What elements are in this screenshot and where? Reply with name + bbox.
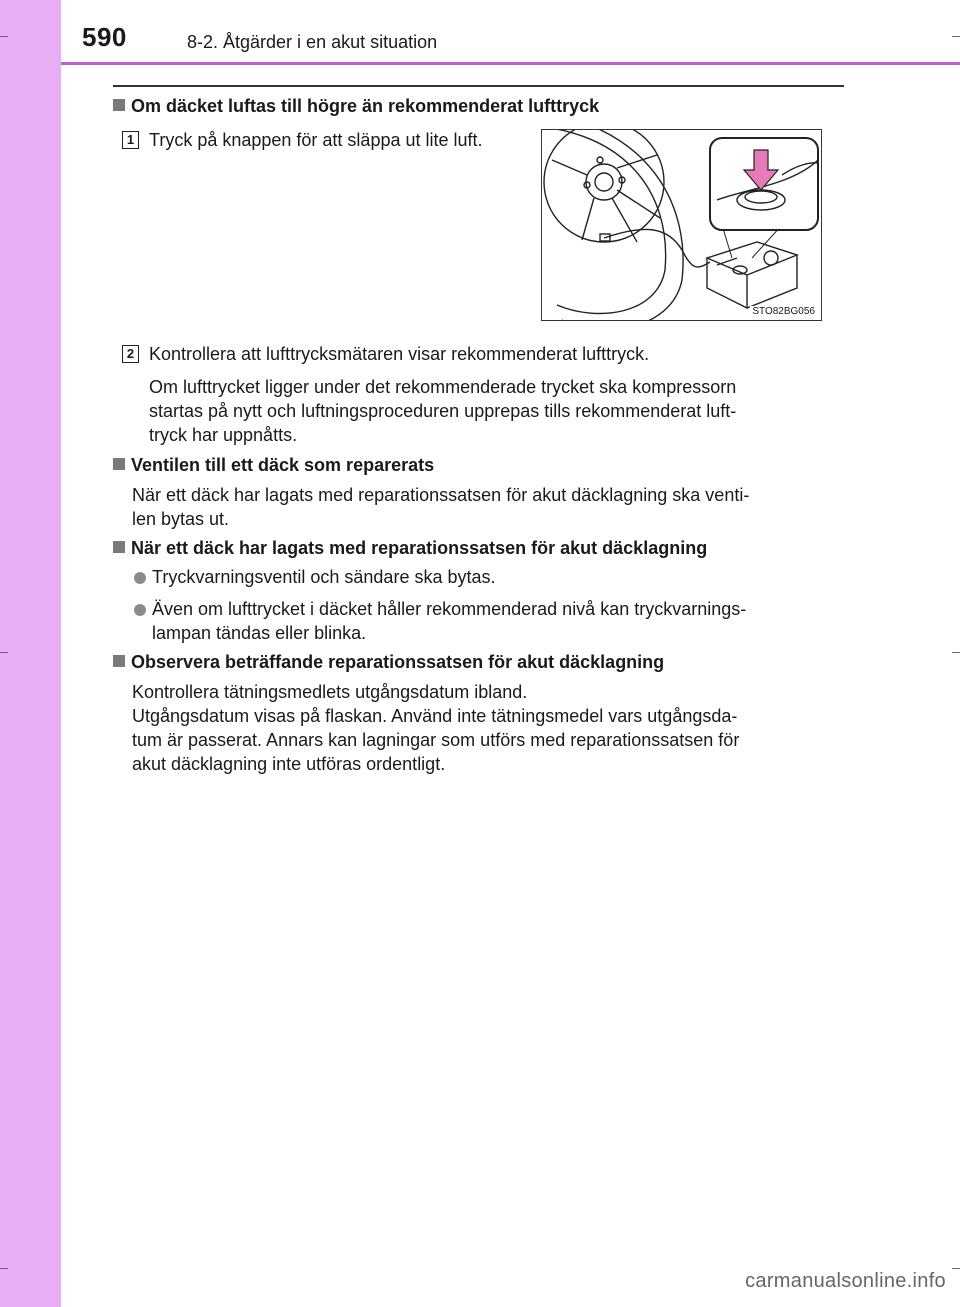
crop-mark: [952, 1268, 960, 1269]
section-heading: [113, 538, 707, 559]
step-note-line: startas på nytt och luftningsproceduren upprepas tills rekommenderat luft-: [149, 401, 737, 421]
body-line: Utgångsdatum visas på flaskan. Använd inte tätningsmedel vars utgångsda-: [132, 706, 738, 726]
section-heading-text: Ventilen till ett däck som reparerats: [131, 455, 435, 475]
section-heading: [113, 455, 434, 476]
section-rule: [113, 85, 844, 87]
step-text: Kontrollera att lufttrycksmätaren visar rekommenderat lufttryck.: [149, 344, 650, 364]
header-rule: [61, 62, 960, 65]
sidebar-tab: [0, 0, 61, 1307]
round-bullet-icon: [134, 572, 146, 584]
crop-mark: [0, 652, 8, 653]
crop-mark: [0, 1268, 8, 1269]
header-band: [0, 0, 960, 62]
tire-compressor-drawing: [542, 130, 821, 320]
section-heading: [113, 652, 664, 673]
body-line: len bytas ut.: [132, 509, 230, 529]
crop-mark: [952, 652, 960, 653]
section-heading-text: När ett däck har lagats med reparationssatsen för akut däcklagning: [131, 538, 708, 558]
step-note-line: Om lufttrycket ligger under det rekommenderade trycket ska kompressorn: [149, 377, 737, 397]
square-bullet-icon: [113, 541, 125, 553]
crop-mark: [0, 36, 8, 37]
section-heading-text: Om däcket luftas till högre än rekommenderat lufttryck: [131, 96, 600, 116]
section-heading-text: Observera beträffande reparationssatsen för akut däcklagning: [131, 652, 665, 672]
chapter-title: 8-2. Åtgärder i en akut situation: [187, 32, 438, 52]
body-line: Kontrollera tätningsmedlets utgångsdatum ibland.: [132, 682, 528, 702]
section-heading: [113, 96, 599, 117]
round-bullet-icon: [134, 604, 146, 616]
step-text: Tryck på knappen för att släppa ut lite luft.: [149, 130, 483, 150]
bullet-text: Även om lufttrycket i däcket håller rekommenderad nivå kan tryckvarnings-: [152, 599, 747, 619]
square-bullet-icon: [113, 655, 125, 667]
page-number: 590: [82, 22, 127, 52]
step-note-line: tryck har uppnåtts.: [149, 425, 298, 445]
compressor-illustration: [541, 129, 822, 321]
crop-mark: [952, 36, 960, 37]
body-line: akut däcklagning inte utföras ordentligt.: [132, 754, 446, 774]
bullet-text: lampan tändas eller blinka.: [152, 623, 367, 643]
square-bullet-icon: [113, 458, 125, 470]
square-bullet-icon: [113, 99, 125, 111]
step-number: 2: [122, 345, 139, 363]
bullet-text: Tryckvarningsventil och sändare ska bytas.: [152, 567, 496, 587]
watermark: carmanualsonline.info: [745, 1270, 946, 1292]
body-line: tum är passerat. Annars kan lagningar som utförs med reparationssatsen för: [132, 730, 740, 750]
illustration-code: STO82BG056: [752, 306, 815, 317]
body-line: När ett däck har lagats med reparationssatsen för akut däcklagning ska venti-: [132, 485, 750, 505]
step-number: 1: [122, 131, 139, 149]
